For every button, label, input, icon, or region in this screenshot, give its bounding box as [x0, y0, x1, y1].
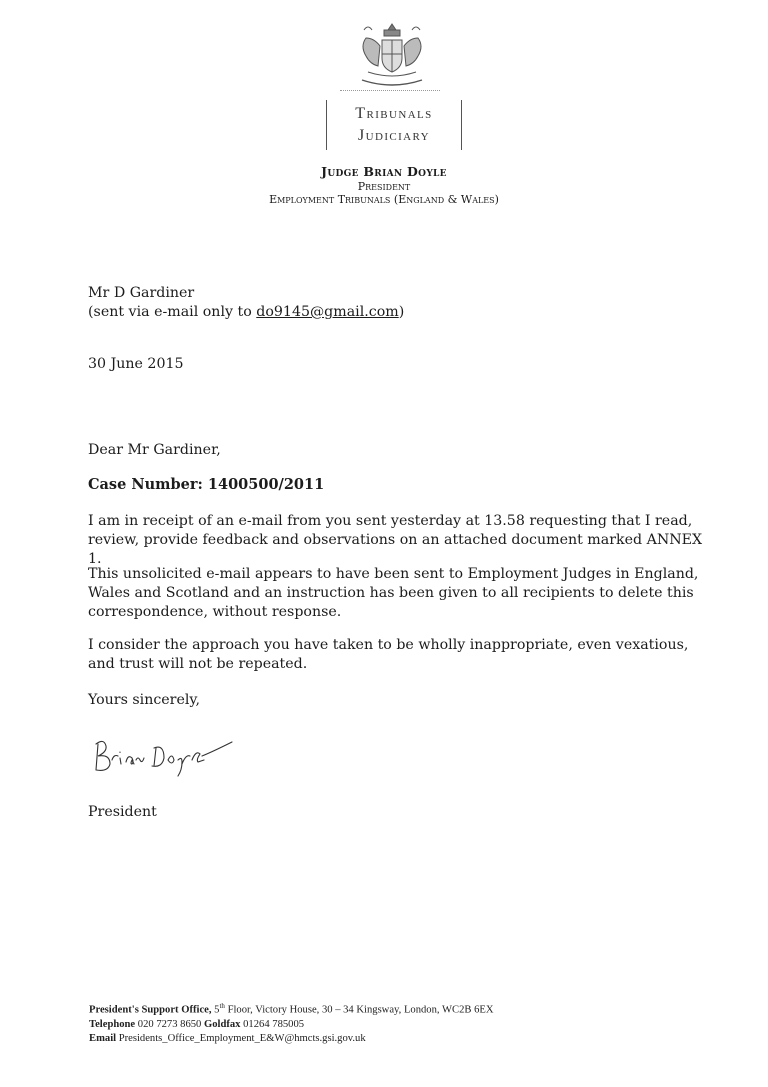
office-address: Floor, Victory House, 30 – 34 Kingsway, London, WC2B 6EX: [224, 1004, 494, 1016]
recipient-email-link[interactable]: do9145@gmail.com: [256, 304, 399, 320]
recipient-name: Mr D Gardiner: [88, 285, 195, 301]
letter-date: 30 June 2015: [88, 356, 184, 372]
recipient-note-prefix: (sent via e-mail only to: [88, 304, 257, 320]
footer: [89, 999, 494, 1046]
telephone-number: 020 7273 8650: [135, 1018, 204, 1030]
recipient-note: [88, 303, 404, 322]
telephone-label: Telephone: [89, 1018, 136, 1030]
judge-title: President: [357, 180, 411, 193]
footer-email-line: [89, 1032, 494, 1046]
case-number: Case Number: 1400500/2011: [88, 476, 325, 493]
email-label: Email: [89, 1032, 117, 1044]
closing: Yours sincerely,: [88, 692, 201, 708]
salutation: Dear Mr Gardiner,: [88, 442, 221, 458]
royal-crest-logo: [354, 20, 430, 92]
judge-name: Judge Brian Doyle: [321, 164, 447, 179]
tribunal-name: Employment Tribunals (England & Wales): [269, 193, 499, 206]
office-label: President's Support Office,: [89, 1004, 212, 1016]
footer-phone-line: [89, 1018, 494, 1032]
floor-suffix: th: [219, 1002, 225, 1010]
signature: [88, 730, 248, 780]
paragraph-1: I am in receipt of an e-mail from you sent yesterday at 13.58 requesting that I read, review, provide feedback and observations on an attached document marked ANNEX 1.: [88, 513, 703, 567]
signoff-role: President: [88, 804, 157, 820]
paragraph-3: I consider the approach you have taken to be wholly inappropriate, even vexatious, and trust will not be repeated.: [88, 637, 689, 672]
goldfax-label: Goldfax: [203, 1018, 241, 1030]
goldfax-number: 01264 785005: [240, 1018, 305, 1030]
dept-line-1: Tribunals: [355, 105, 433, 122]
footer-office-line: [89, 999, 494, 1018]
crest-divider: [340, 90, 440, 91]
office-email[interactable]: Presidents_Office_Employment_E&W@hmcts.gsi.gov.uk: [116, 1032, 366, 1044]
floor-number: 5: [214, 1004, 220, 1016]
dept-line-2: Judiciary: [358, 127, 430, 144]
department-logo: [326, 100, 462, 150]
recipient-block: [88, 284, 404, 322]
recipient-note-suffix: ): [398, 304, 405, 320]
paragraph-2: This unsolicited e-mail appears to have been sent to Employment Judges in England, Wales and Scotland and an instruction has been given to all recipients to delete this correspondence, without response.: [88, 566, 699, 620]
